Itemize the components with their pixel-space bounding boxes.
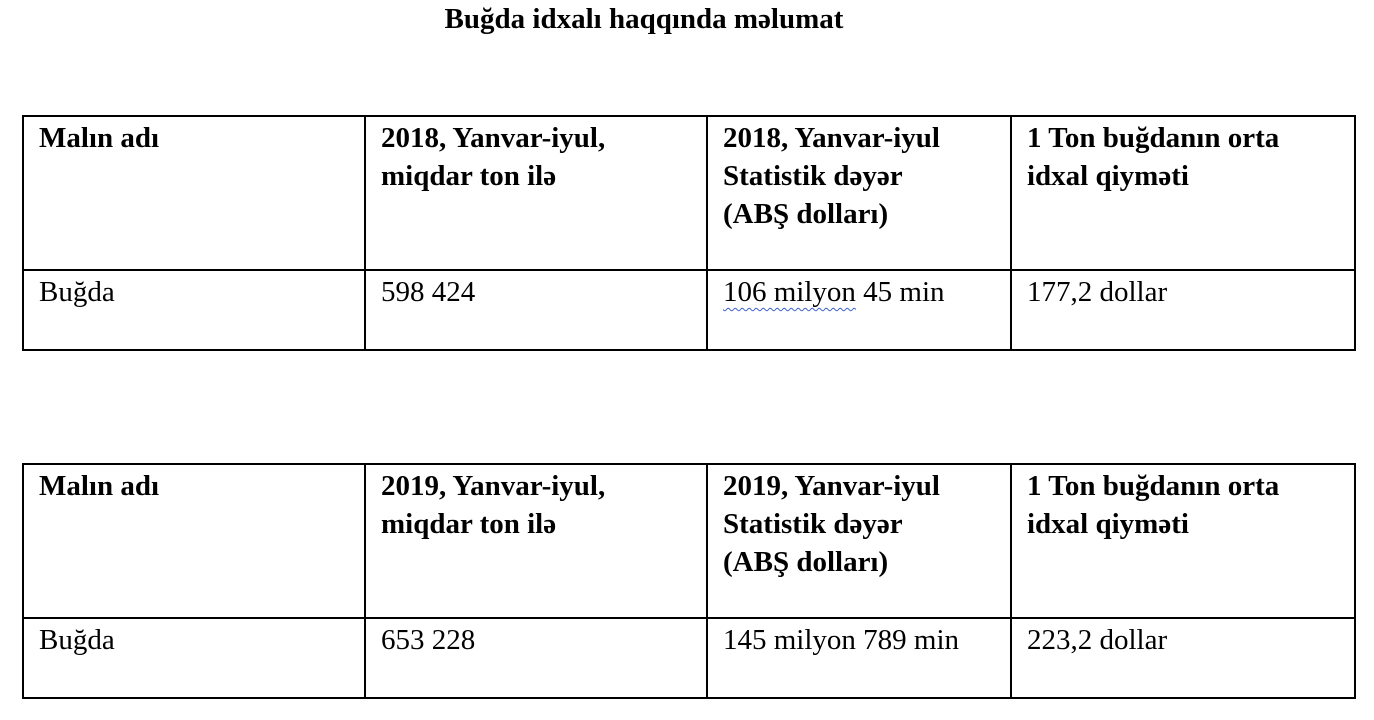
cell-average-price: 223,2 dollar bbox=[1011, 618, 1355, 698]
page-title: Buğda idxalı haqqında məlumat bbox=[444, 3, 844, 35]
value-remainder: 45 min bbox=[855, 276, 945, 308]
cell-statistical-value: 145 milyon 789 min bbox=[707, 618, 1011, 698]
table-header-row bbox=[23, 116, 1355, 270]
header-average-price: 1 Ton buğdanın orta idxal qiyməti bbox=[1011, 464, 1355, 618]
header-quantity: 2019, Yanvar-iyul, miqdar ton ilə bbox=[365, 464, 707, 618]
header-average-price: 1 Ton buğdanın orta idxal qiyməti bbox=[1011, 116, 1355, 270]
cell-quantity: 653 228 bbox=[365, 618, 707, 698]
cell-quantity: 598 424 bbox=[365, 270, 707, 350]
table-header-row bbox=[23, 464, 1355, 618]
import-table-2018 bbox=[22, 115, 1356, 351]
table-row bbox=[23, 270, 1355, 350]
table-row bbox=[23, 618, 1355, 698]
cell-product-name: Buğda bbox=[23, 618, 365, 698]
header-product-name: Malın adı bbox=[23, 464, 365, 618]
cell-average-price: 177,2 dollar bbox=[1011, 270, 1355, 350]
header-product-name: Malın adı bbox=[23, 116, 365, 270]
header-statistical-value: 2018, Yanvar-iyul Statistik dəyər (ABŞ dolları) bbox=[707, 116, 1011, 270]
header-quantity: 2018, Yanvar-iyul, miqdar ton ilə bbox=[365, 116, 707, 270]
import-table-2019 bbox=[22, 463, 1356, 699]
cell-product-name: Buğda bbox=[23, 270, 365, 350]
spellcheck-underlined-text: 106 milyon bbox=[723, 276, 856, 308]
header-statistical-value: 2019, Yanvar-iyul Statistik dəyər (ABŞ dolları) bbox=[707, 464, 1011, 618]
cell-statistical-value bbox=[707, 270, 1011, 350]
